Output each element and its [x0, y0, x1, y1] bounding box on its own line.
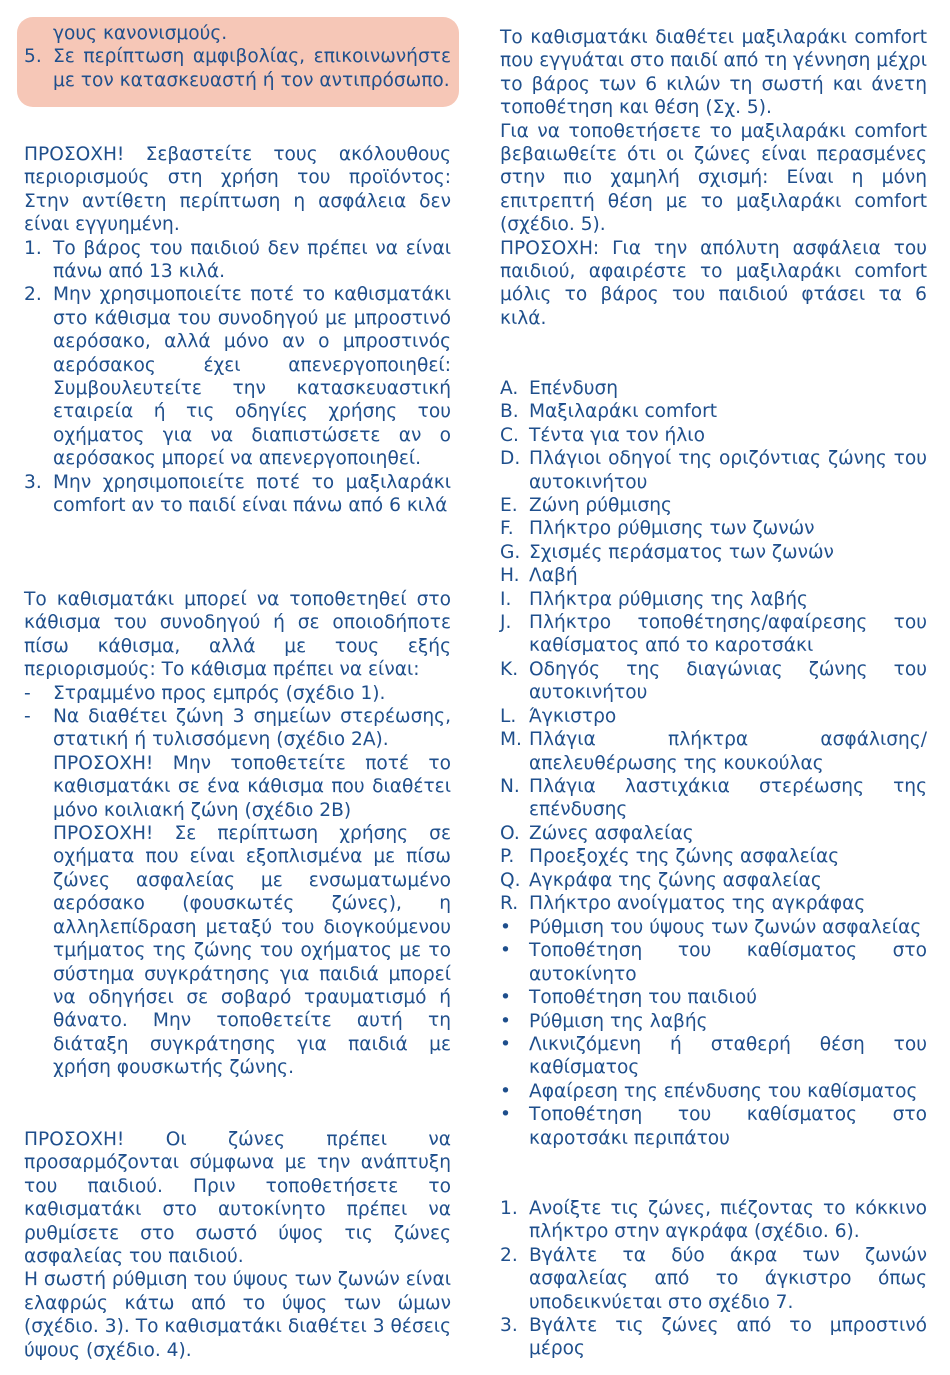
list-item — [500, 658, 927, 705]
list-item — [500, 447, 927, 494]
list-item — [500, 1244, 927, 1314]
warning-intro: ΠΡΟΣΟΧΗ! Σεβαστείτε τους ακόλουθους περιορισμούς στη χρήση του προϊόντος: Στην αντίθετη περίπτωση η ασφάλεια δεν είναι εγγυημένη. — [24, 144, 451, 236]
list-text: Λαβή — [529, 565, 578, 587]
list-marker: • — [500, 1104, 511, 1126]
list-text: Σε περίπτωση αμφιβολίας, επικοινωνήστε με τον κατασκευαστή ή τον αντιπρόσωπο. — [53, 46, 451, 91]
list-marker: H. — [500, 565, 520, 587]
list-text: Ζώνες ασφαλείας — [529, 822, 694, 844]
installation-intro: Το καθισματάκι μπορεί να τοποθετηθεί στο κάθισμα του συνοδηγού ή σε οποιοδήποτε πίσω κάθισμα, αλλά με τους εξής περιορισμούς: Το κάθισμα πρέπει να είναι: — [24, 589, 451, 681]
list-text: Το βάρος του παιδιού δεν πρέπει να είναι πάνω από 13 κιλά. — [53, 237, 451, 283]
installation-section — [24, 588, 451, 1080]
list-marker: A. — [500, 378, 519, 399]
steps-list — [500, 1197, 927, 1361]
list-text: Πλήκτρο τοποθέτησης/αφαίρεσης του καθίσματος από το καροτσάκι — [529, 612, 927, 657]
list-text: Ανοίξτε τις ζώνες, πιέζοντας το κόκκινο πλήκτρο στην αγκράφα (σχέδιο. 6). — [529, 1198, 927, 1243]
list-text: Τοποθέτηση του παιδιού — [529, 987, 757, 1009]
list-marker: - — [24, 682, 31, 704]
list-text: Πλάγια λαστιχάκια στερέωσης της επένδυσης — [529, 775, 927, 821]
list-item — [500, 1010, 927, 1033]
list-item — [500, 728, 927, 775]
list-marker: C. — [500, 424, 519, 446]
list-item — [500, 1314, 927, 1361]
list-marker: G. — [500, 541, 521, 563]
installation-warning-inflatable-belt: ΠΡΟΣΟΧΗ! Σε περίπτωση χρήσης σε οχήματα που είναι εξοπλισμένα με πίσω ζώνες ασφαλείας με ενσωματωμένο αερόσακο (φουσκωτές ζώνες), η αλληλεπίδραση μεταξύ του διογκούμενου τμήματος της ζώνης του οχήματος με το σύστημα συγκράτησης για παιδιά μπορεί να οδηγήσει σε σοβαρό τραυματισμό ή θάνατο. Μην τοποθετείτε αυτή τη διάταξη συγκράτησης για παιδιά με χρήση φουσκωτής ζώνης. — [53, 823, 451, 1079]
list-marker: L. — [500, 705, 517, 727]
list-item — [500, 424, 927, 447]
list-marker: 3. — [24, 471, 42, 493]
list-marker: 1. — [500, 1198, 518, 1219]
list-marker: O. — [500, 822, 520, 844]
list-text: Σχισμές περάσματος των ζωνών — [529, 541, 834, 563]
list-text: Μην χρησιμοποιείτε ποτέ το μαξιλαράκι comfort αν το παιδί είναι πάνω από 6 κιλά — [53, 471, 451, 517]
list-text: Τοποθέτηση του καθίσματος στο καροτσάκι περιπάτου — [529, 1104, 927, 1149]
list-text: Επένδυση — [529, 378, 619, 399]
list-item — [24, 45, 451, 92]
list-item — [500, 822, 927, 845]
list-text: Τέντα για τον ήλιο — [529, 424, 705, 446]
list-marker: K. — [500, 658, 519, 680]
notice-text — [24, 22, 451, 92]
list-item — [500, 845, 927, 868]
list-text: Βγάλτε τα δύο άκρα των ζωνών ασφαλείας από το άγκιστρο όπως υποδεικνύεται στο σχέδιο 7. — [529, 1244, 927, 1313]
list-text: Ζώνη ρύθμισης — [529, 495, 672, 517]
list-text: Στραμμένο προς εμπρός (σχέδιο 1). — [53, 682, 386, 704]
list-item — [500, 517, 927, 540]
list-item — [500, 869, 927, 892]
list-text: Μην χρησιμοποιείτε ποτέ το καθισματάκι στο κάθισμα του συνοδηγού με μπροστινό αερόσακο, αλλά μόνο αν ο μπροστινός αερόσακος έχει απενεργοποιηθεί: Συμβουλευτείτε την κατασκευαστική εταιρεία ή τις οδηγίες χρήσης του οχήματος για να διαπιστώσετε αν ο αερόσακος μπορεί να απενεργοποιηθεί. — [53, 284, 451, 470]
list-text: Άγκιστρο — [529, 705, 617, 727]
list-item — [500, 705, 927, 728]
list-marker: B. — [500, 401, 519, 423]
steps-section — [500, 1197, 927, 1361]
belts-section — [24, 1128, 451, 1362]
list-marker: • — [500, 940, 511, 962]
list-text: Πλάγια πλήκτρα ασφάλισης/ απελευθέρωσης της κουκούλας — [529, 729, 927, 774]
list-marker: 2. — [500, 1244, 518, 1266]
comfort-section — [500, 26, 927, 330]
list-item — [500, 377, 927, 400]
belts-paragraph-1: ΠΡΟΣΟΧΗ! Οι ζώνες πρέπει να προσαρμόζονται σύμφωνα με την ανάπτυξη του παιδιού. Πριν τοποθετήσετε το καθισματάκι στο αυτοκίνητο πρέπει να ρυθμίσετε στο σωστό ύψος τις ζώνες ασφαλείας του παιδιού. — [24, 1129, 451, 1268]
belts-paragraph-2: Η σωστή ρύθμιση του ύψους των ζωνών είναι ελαφρώς κάτω από το ύψος των ώμων (σχέδιο. 3). Το καθισματάκι διαθέτει 3 θέσεις ύψους (σχέδιο. 4). — [24, 1269, 451, 1361]
list-text: Να διαθέτει ζώνη 3 σημείων στερέωσης, στατική ή τυλισσόμενη (σχέδιο 2Α). — [53, 706, 451, 751]
list-item — [500, 916, 927, 939]
list-item — [500, 494, 927, 517]
list-item — [500, 986, 927, 1009]
list-item — [500, 564, 927, 587]
list-marker: - — [24, 706, 31, 728]
list-item — [24, 705, 451, 752]
list-item — [500, 400, 927, 423]
list-marker: E. — [500, 495, 518, 517]
list-marker: • — [500, 1080, 511, 1102]
components-section — [500, 377, 927, 915]
list-item — [500, 892, 927, 915]
list-item — [24, 471, 451, 518]
list-marker: • — [500, 987, 511, 1009]
list-marker: 1. — [24, 237, 42, 259]
list-marker: I. — [500, 588, 512, 610]
list-marker: R. — [500, 892, 519, 914]
list-text: Τοποθέτηση του καθίσματος στο αυτοκίνητο — [529, 940, 927, 985]
list-marker: J. — [500, 612, 512, 634]
list-item — [500, 588, 927, 611]
list-item — [500, 1080, 927, 1103]
list-text: Βγάλτε τις ζώνες από το μπροστινό μέρος — [529, 1315, 927, 1360]
list-item — [500, 541, 927, 564]
list-text: Πλήκτρα ρύθμισης της λαβής — [529, 588, 808, 610]
comfort-paragraph-2: Για να τοποθετήσετε το μαξιλαράκι comfort βεβαιωθείτε ότι οι ζώνες είναι περασμένες στην πιο χαμηλή σχισμή: Είναι η μόνη επιτρεπτή θέση με το μαξιλαράκι comfort (σχέδιο. 5). — [500, 120, 927, 236]
list-item — [24, 682, 451, 705]
list-marker: P. — [500, 846, 515, 868]
list-item — [500, 1033, 927, 1080]
warning-section — [24, 143, 451, 518]
list-text: Ρύθμιση της λαβής — [529, 1010, 708, 1032]
list-item — [500, 939, 927, 986]
installation-warning-lap-belt: ΠΡΟΣΟΧΗ! Μην τοποθετείτε ποτέ το καθισματάκι σε ένα κάθισμα που διαθέτει μόνο κοιλιακή ζώνη (σχέδιο 2B) — [53, 752, 451, 821]
list-text: Προεξοχές της ζώνης ασφαλείας — [529, 846, 840, 868]
list-marker: 5. — [24, 46, 42, 68]
list-text: Πλήκτρο ανοίγματος της αγκράφας — [529, 892, 866, 914]
list-marker: F. — [500, 518, 514, 540]
list-text: Οδηγός της διαγώνιας ζώνης του αυτοκινήτου — [529, 658, 927, 704]
contents-list — [500, 916, 927, 1150]
list-item — [500, 1103, 927, 1150]
list-marker: N. — [500, 775, 520, 797]
list-marker: • — [500, 1010, 511, 1032]
list-item — [500, 611, 927, 658]
list-item — [500, 775, 927, 822]
list-item — [24, 237, 451, 284]
list-text: Λικνιζόμενη ή σταθερή θέση του καθίσματος — [529, 1034, 927, 1079]
list-text: Αφαίρεση της επένδυσης του καθίσματος — [529, 1080, 918, 1102]
components-list — [500, 377, 927, 915]
list-marker: 3. — [500, 1315, 518, 1337]
list-marker: Q. — [500, 869, 521, 891]
list-text: Ρύθμιση του ύψους των ζωνών ασφαλείας — [529, 917, 922, 938]
contents-section — [500, 916, 927, 1150]
list-marker: M. — [500, 729, 522, 751]
notice-continuation: γους κανονισμούς. — [53, 23, 228, 44]
list-marker: 2. — [24, 284, 42, 306]
comfort-paragraph-1: Το καθισματάκι διαθέτει μαξιλαράκι comfort που εγγυάται στο παιδί από τη γέννηση μέχρι το βάρος των 6 κιλών τη σωστή και άνετη τοποθέτηση και θέση (Σχ. 5). — [500, 27, 927, 119]
list-item — [500, 1197, 927, 1244]
list-text: Πλήκτρο ρύθμισης των ζωνών — [529, 518, 815, 540]
list-text: Μαξιλαράκι comfort — [529, 401, 718, 423]
list-text: Αγκράφα της ζώνης ασφαλείας — [529, 869, 822, 891]
comfort-paragraph-3: ΠΡΟΣΟΧΗ: Για την απόλυτη ασφάλεια του παιδιού, αφαιρέστε το μαξιλαράκι comfort μόλις το βάρος του παιδιού φτάσει τα 6 κιλά. — [500, 237, 927, 329]
list-item — [24, 283, 451, 470]
list-text: Πλάγιοι οδηγοί της οριζόντιας ζώνης του αυτοκινήτου — [529, 448, 927, 493]
list-marker: • — [500, 917, 511, 938]
list-marker: D. — [500, 448, 521, 470]
list-marker: • — [500, 1034, 511, 1056]
